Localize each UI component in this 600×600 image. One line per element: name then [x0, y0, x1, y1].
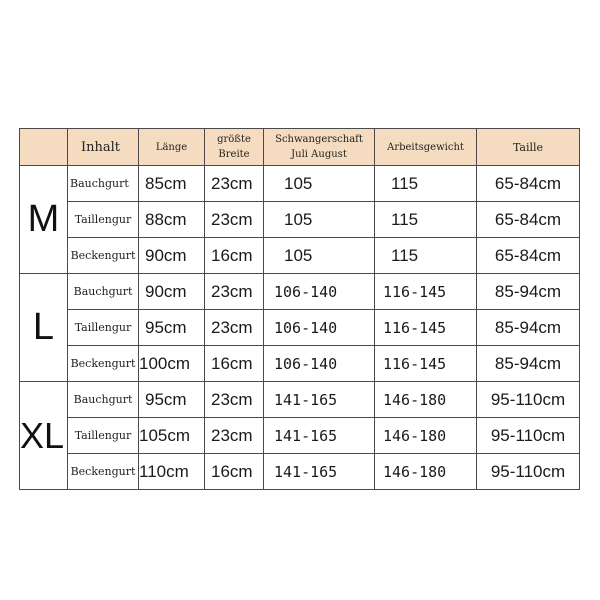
- strap-name: Taillengur: [68, 310, 139, 346]
- laenge-value: 95cm: [139, 382, 205, 418]
- strap-name: Beckengurt: [68, 346, 139, 382]
- header-taille: Taille: [477, 129, 580, 166]
- header-arbeitsgewicht: Arbeitsgewicht: [375, 129, 477, 166]
- strap-name: Bauchgurt: [68, 382, 139, 418]
- header-corner: [20, 129, 68, 166]
- size-label-xl: XL: [20, 382, 68, 490]
- breite-value: 23cm: [205, 382, 264, 418]
- breite-value: 16cm: [205, 346, 264, 382]
- header-breite-line2: Breite: [218, 149, 250, 160]
- taille-value: 65-84cm: [477, 238, 580, 274]
- arbeitsgewicht-value: 146-180: [375, 382, 477, 418]
- laenge-value: 95cm: [139, 310, 205, 346]
- size-label-m: M: [20, 166, 68, 274]
- breite-value: 23cm: [205, 202, 264, 238]
- table-row: [20, 274, 580, 310]
- arbeitsgewicht-value: 146-180: [375, 454, 477, 490]
- taille-value: 85-94cm: [477, 310, 580, 346]
- taille-value: 85-94cm: [477, 274, 580, 310]
- arbeitsgewicht-value: 116-145: [375, 274, 477, 310]
- arbeitsgewicht-value: 116-145: [375, 310, 477, 346]
- header-schwangerschaft-line1: Schwangerschaft: [275, 134, 363, 145]
- header-laenge: Länge: [139, 129, 205, 166]
- laenge-value: 105cm: [139, 418, 205, 454]
- arbeitsgewicht-value: 115: [375, 202, 477, 238]
- table-row: [20, 202, 580, 238]
- taille-value: 65-84cm: [477, 202, 580, 238]
- table-row: [20, 418, 580, 454]
- strap-name: Beckengurt: [68, 454, 139, 490]
- breite-value: 23cm: [205, 310, 264, 346]
- taille-value: 95-110cm: [477, 418, 580, 454]
- laenge-value: 90cm: [139, 238, 205, 274]
- schwangerschaft-value: 141-165: [264, 454, 375, 490]
- breite-value: 23cm: [205, 166, 264, 202]
- laenge-value: 88cm: [139, 202, 205, 238]
- table-row: [20, 166, 580, 202]
- header-breite-line1: größte: [217, 134, 251, 145]
- schwangerschaft-value: 106-140: [264, 310, 375, 346]
- taille-value: 95-110cm: [477, 382, 580, 418]
- header-inhalt: Inhalt: [68, 129, 139, 166]
- table-row: [20, 382, 580, 418]
- breite-value: 23cm: [205, 418, 264, 454]
- table-row: [20, 454, 580, 490]
- size-chart-table: [19, 128, 580, 490]
- table-row: [20, 346, 580, 382]
- header-breite: [205, 129, 264, 166]
- strap-name: Bauchgurt: [68, 166, 139, 202]
- schwangerschaft-value: 105: [264, 166, 375, 202]
- laenge-value: 100cm: [139, 346, 205, 382]
- strap-name: Taillengur: [68, 202, 139, 238]
- laenge-value: 85cm: [139, 166, 205, 202]
- strap-name: Taillengur: [68, 418, 139, 454]
- breite-value: 16cm: [205, 454, 264, 490]
- schwangerschaft-value: 141-165: [264, 418, 375, 454]
- arbeitsgewicht-value: 115: [375, 166, 477, 202]
- taille-value: 85-94cm: [477, 346, 580, 382]
- breite-value: 16cm: [205, 238, 264, 274]
- size-label-l: L: [20, 274, 68, 382]
- schwangerschaft-value: 105: [264, 238, 375, 274]
- header-schwangerschaft-line2: Juli August: [291, 149, 347, 160]
- table-row: [20, 238, 580, 274]
- breite-value: 23cm: [205, 274, 264, 310]
- schwangerschaft-value: 106-140: [264, 274, 375, 310]
- strap-name: Beckengurt: [68, 238, 139, 274]
- header-schwangerschaft: [264, 129, 375, 166]
- schwangerschaft-value: 106-140: [264, 346, 375, 382]
- laenge-value: 110cm: [139, 454, 205, 490]
- arbeitsgewicht-value: 116-145: [375, 346, 477, 382]
- schwangerschaft-value: 105: [264, 202, 375, 238]
- taille-value: 95-110cm: [477, 454, 580, 490]
- schwangerschaft-value: 141-165: [264, 382, 375, 418]
- header-row: [20, 129, 580, 166]
- strap-name: Bauchgurt: [68, 274, 139, 310]
- arbeitsgewicht-value: 115: [375, 238, 477, 274]
- table-row: [20, 310, 580, 346]
- taille-value: 65-84cm: [477, 166, 580, 202]
- arbeitsgewicht-value: 146-180: [375, 418, 477, 454]
- laenge-value: 90cm: [139, 274, 205, 310]
